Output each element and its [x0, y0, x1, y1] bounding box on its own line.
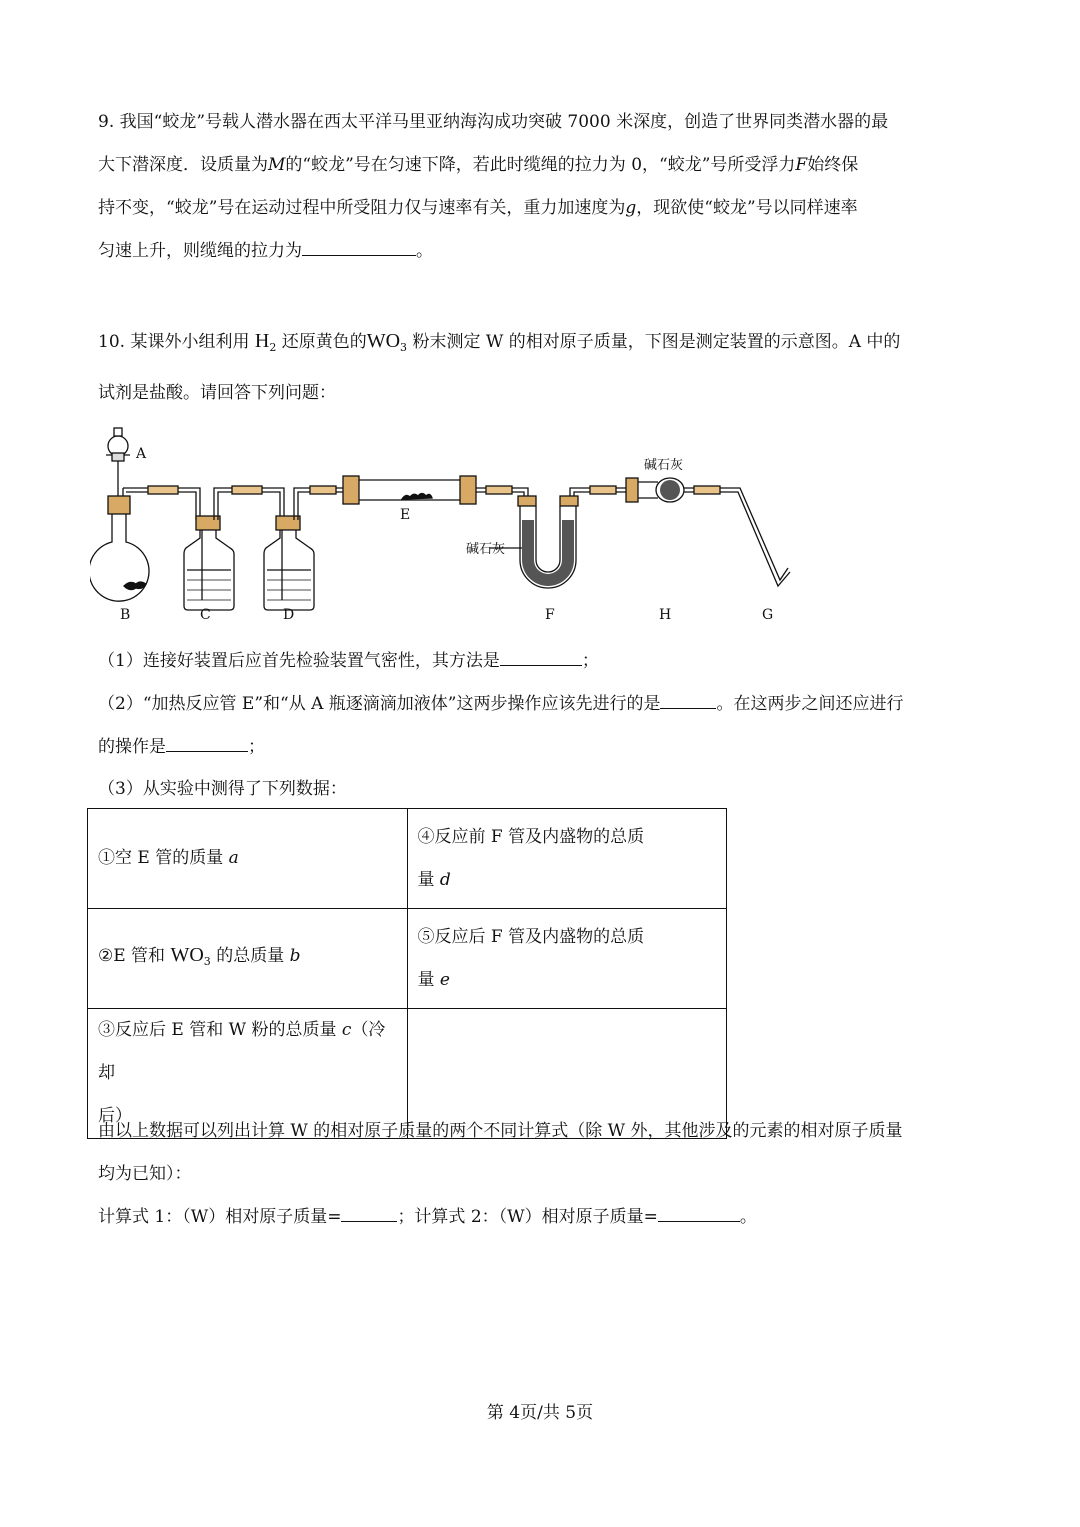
calculation-line: 计算式 1：（W）相对原子质量= ；计算式 2：（W）相对原子质量= 。 — [98, 1196, 988, 1239]
q9-line-2: 大下潜深度．设质量为M的“蛟龙”号在匀速下降，若此时缆绳的拉力为 0，“蛟龙”号所受浮力F始终保 — [98, 155, 859, 175]
table-cell: ⑤反应后 F 管及内盛物的总质 量 e — [407, 909, 727, 1009]
answer-blank-2a[interactable] — [660, 690, 716, 709]
label-g: G — [762, 607, 774, 623]
label-h: H — [659, 607, 672, 623]
flask-b — [90, 488, 149, 601]
reaction-tube-e — [343, 476, 476, 504]
answer-blank-calc1[interactable] — [341, 1203, 397, 1222]
label-soda-lime-f: 碱石灰 — [466, 542, 506, 557]
answer-blank-1[interactable] — [500, 647, 582, 666]
table-cell: ①空 E 管的质量 a — [88, 809, 408, 909]
label-soda-lime-h: 碱石灰 — [644, 458, 684, 473]
table-row — [88, 909, 727, 1009]
apparatus-diagram — [90, 420, 810, 630]
label-a: A — [136, 446, 147, 462]
sub-question-1: （1）连接好装置后应首先检验装置气密性，其方法是 ； — [98, 640, 988, 683]
label-d: D — [283, 607, 295, 623]
sub-question-2-cont: 的操作是 ； — [98, 726, 988, 769]
answer-blank-calc2[interactable] — [658, 1203, 740, 1222]
data-table — [87, 808, 727, 1139]
label-b: B — [120, 607, 131, 623]
table-row — [88, 809, 727, 909]
after-table-line-2: 均为已知）： — [98, 1164, 192, 1184]
table-cell: ②E 管和 $WO_3$ 的总质量 b — [88, 909, 408, 1009]
q9-line-4: 匀速上升，则缆绳的拉力为 。 — [98, 230, 988, 273]
label-c: C — [200, 607, 211, 623]
sub-question-3: （3）从实验中测得了下列数据： — [98, 779, 347, 799]
q9-line-3: 持不变，“蛟龙”号在运动过程中所受阻力仅与速率有关，重力加速度为g，现欲使“蛟龙”号以同样速率 — [98, 198, 858, 218]
q10-line-2: 试剂是盐酸。请回答下列问题： — [98, 383, 336, 403]
outlet-tube-g — [694, 486, 790, 586]
table-cell: ④反应前 F 管及内盛物的总质 量 d — [407, 809, 727, 909]
answer-blank-q9[interactable] — [302, 237, 416, 256]
q9-number: 9. — [98, 112, 115, 132]
sub-question-2: （2）“加热反应管 E”和“从 A 瓶逐滴滴加液体”这两步操作应该先进行的是 。在这两步之间还应进行 — [98, 683, 988, 726]
label-e: E — [400, 507, 411, 523]
q9-line-1: 9. 我国“蛟龙”号载人潜水器在西太平洋马里亚纳海沟成功突破 7000 米深度，创造了世界同类潜水器的最 — [98, 112, 889, 132]
answer-blank-2b[interactable] — [166, 733, 248, 752]
wash-bottle-d — [264, 516, 314, 610]
page-footer: 第 4页/共 5页 — [486, 1403, 594, 1423]
q10-line-1: 10. 某课外小组利用 $H_2$ 还原黄色的$WO_3$ 粉末测定 W 的相对原子质量，下图是测定装置的示意图。A 中的 — [98, 330, 901, 354]
after-table-line-1: 由以上数据可以列出计算 W 的相对原子质量的两个不同计算式（除 W 外，其他涉及的元素的相对原子质量 — [98, 1121, 903, 1141]
q10-number: 10. — [98, 332, 126, 352]
table-cell: ③反应后 E 管和 W 粉的总质量 c（冷却 后） — [88, 1009, 408, 1139]
wash-bottle-c — [184, 516, 234, 610]
label-f: F — [545, 607, 555, 623]
